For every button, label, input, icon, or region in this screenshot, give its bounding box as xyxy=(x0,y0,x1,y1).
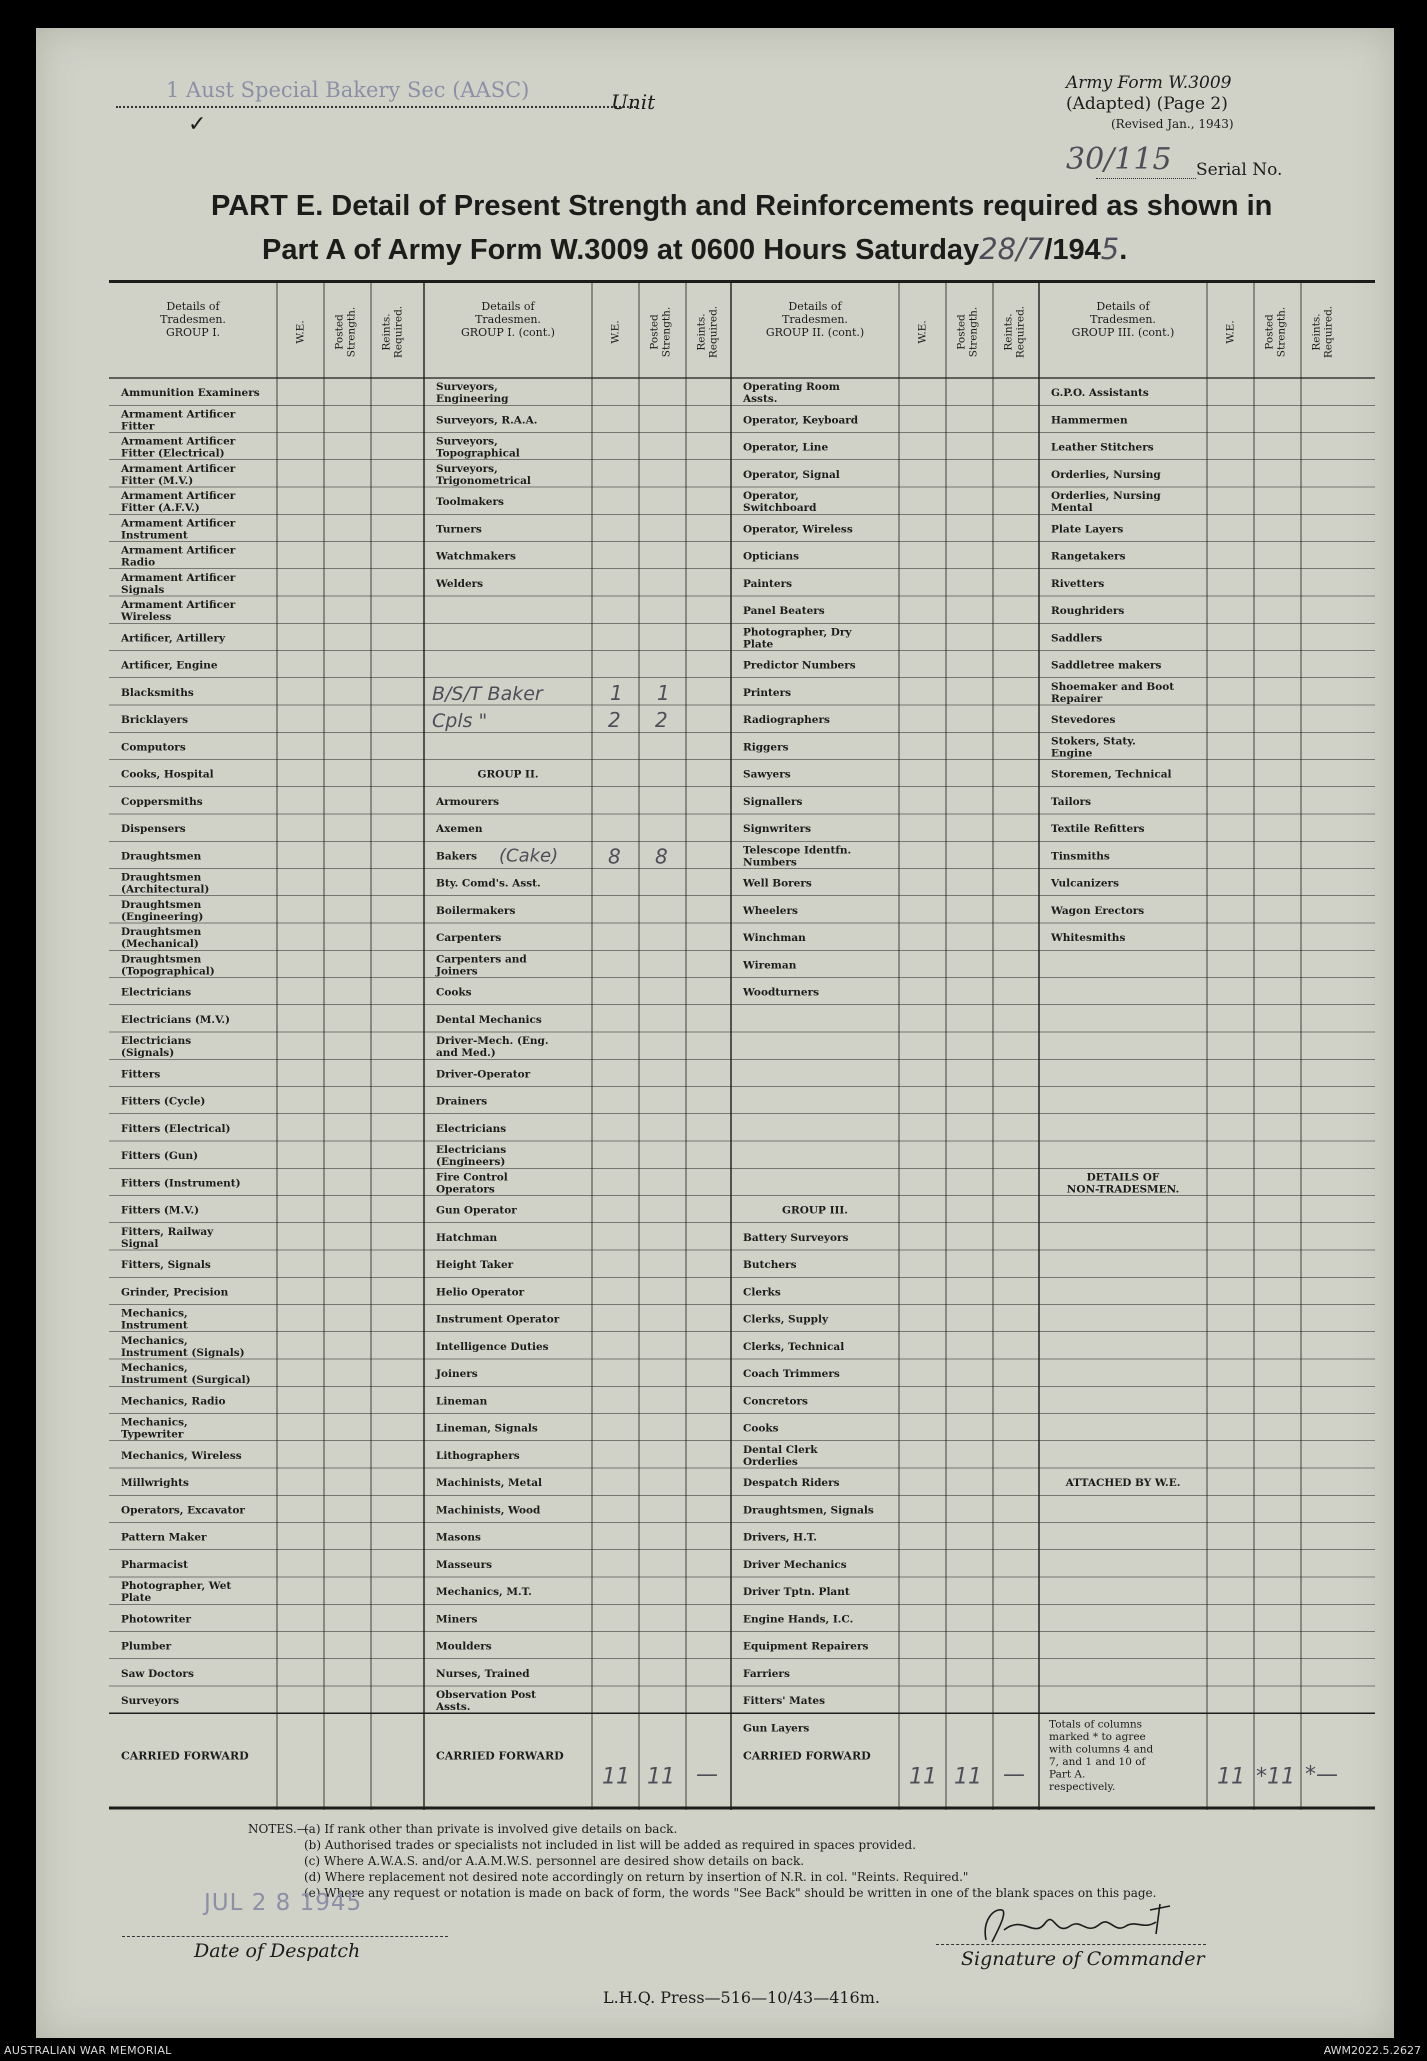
row-label: Sawyers xyxy=(743,768,791,781)
row-label: Mechanics, Instrument xyxy=(121,1307,188,1332)
row-label: Fitters, Railway Signal xyxy=(121,1225,214,1250)
strength-table xyxy=(109,280,1375,1810)
row-label: GROUP III. xyxy=(782,1204,848,1217)
serial-line xyxy=(1096,178,1196,179)
row-label: Machinists, Wood xyxy=(436,1504,541,1517)
row-label: GROUP II. xyxy=(477,768,539,781)
row-label: Surveyors, Engineering xyxy=(436,381,509,405)
row-label: Draughtsmen, Signals xyxy=(743,1504,874,1517)
row-label: Orderlies, Nursing Mental xyxy=(1051,490,1161,514)
serial-number-value: 30/115 xyxy=(1066,142,1172,177)
row-label: Bty. Comd's. Asst. xyxy=(436,877,541,890)
row-label: Whitesmiths xyxy=(1051,932,1126,944)
row-label: G.P.O. Assistants xyxy=(1051,387,1149,399)
row-label: Draughtsmen (Topographical) xyxy=(121,953,215,978)
column-header-posted-strength: PostedStrength. xyxy=(1263,306,1288,358)
row-label: Orderlies, Nursing xyxy=(1051,468,1161,481)
handwritten-row2-we: 2 xyxy=(608,708,621,732)
row-label: Driver Mechanics xyxy=(743,1558,847,1571)
form-name: Army Form W.3009 xyxy=(1066,73,1232,93)
row-label: Gun Layers xyxy=(743,1722,810,1735)
column-header-we: W.E. xyxy=(1224,320,1237,344)
handwritten-row2-ps: 2 xyxy=(655,708,668,732)
row-label: Helio Operator xyxy=(436,1286,525,1299)
carried-forward-label: CARRIED FORWARD xyxy=(121,1749,249,1763)
row-label: Photowriter xyxy=(121,1613,192,1626)
form-page xyxy=(36,28,1394,2038)
row-label: Armament Artificer Wireless xyxy=(121,599,236,623)
row-label: Predictor Numbers xyxy=(743,659,856,672)
carried-forward-label: CARRIED FORWARD xyxy=(436,1749,564,1763)
row-label: Despatch Riders xyxy=(743,1477,840,1489)
row-label: Winchman xyxy=(743,932,806,944)
row-label: Armourers xyxy=(436,795,500,808)
row-label: Wagon Erectors xyxy=(1051,904,1145,917)
row-label: ATTACHED BY W.E. xyxy=(1065,1477,1181,1489)
row-label: Operator, Switchboard xyxy=(743,490,817,514)
row-label: Operating Room Assts. xyxy=(743,381,840,405)
row-label: Joiners xyxy=(436,1368,478,1380)
row-label: Computors xyxy=(121,741,186,754)
carried-forward-col2-we: 11 xyxy=(602,1764,630,1790)
row-label: Operator, Keyboard xyxy=(743,414,859,427)
row-label: Armament Artificer Fitter xyxy=(121,408,236,433)
row-label: Masons xyxy=(436,1531,481,1544)
row-label: Mechanics, M.T. xyxy=(436,1586,532,1598)
row-label: Textile Refitters xyxy=(1051,823,1145,835)
title-year-hand: 5 xyxy=(1100,232,1120,266)
unit-label: Unit xyxy=(611,90,656,114)
row-label: Operator, Wireless xyxy=(743,523,853,536)
row-label: Armament Artificer Fitter (A.F.V.) xyxy=(121,490,236,514)
row-label: Farriers xyxy=(743,1667,790,1680)
row-label: Grinder, Precision xyxy=(121,1286,229,1299)
row-label: Fitters (M.V.) xyxy=(121,1204,200,1217)
handwritten-bakers-ps: 8 xyxy=(655,844,668,869)
row-label: Electricians (M.V.) xyxy=(121,1013,231,1026)
carried-forward-col3-ps: 11 xyxy=(954,1764,982,1790)
row-label: Artificer, Artillery xyxy=(121,632,226,645)
row-label: Mechanics, Instrument (Surgical) xyxy=(121,1362,251,1386)
row-label: Toolmakers xyxy=(436,496,504,508)
archive-id: AWM2022.5.2627 xyxy=(1323,2044,1421,2057)
row-label: Woodturners xyxy=(743,986,820,999)
row-label: Watchmakers xyxy=(436,550,516,563)
row-label: Axemen xyxy=(436,823,483,835)
row-label: Driver-Mech. (Eng. and Med.) xyxy=(436,1035,549,1059)
row-label: Well Borers xyxy=(743,877,812,890)
column-header-details: Details of Tradesmen. GROUP II. (cont.) xyxy=(765,300,865,339)
row-label: Dental Mechanics xyxy=(436,1013,542,1026)
column-header-posted-strength: PostedStrength. xyxy=(955,306,980,358)
row-label: Radiographers xyxy=(743,714,830,726)
row-label: Fire Control Operators xyxy=(436,1171,508,1196)
row-label: Photographer, Dry Plate xyxy=(743,626,852,651)
row-label: Lineman, Signals xyxy=(436,1422,538,1435)
handwritten-row2-label: Cpls " xyxy=(432,710,488,732)
row-label: Armament Artificer Fitter (Electrical) xyxy=(121,435,236,460)
title-line-1: PART E. Detail of Present Strength and Reinforcements required as shown in xyxy=(211,190,1273,222)
row-label: Leather Stitchers xyxy=(1051,441,1154,454)
row-label: Surveyors xyxy=(121,1695,180,1707)
carried-forward-col4-we: 11 xyxy=(1217,1764,1245,1790)
column-header-reints-required: Reints.Required. xyxy=(1002,305,1027,359)
row-label: Dental Clerk Orderlies xyxy=(743,1443,818,1468)
title-year: /194 xyxy=(1044,234,1101,266)
row-label: Ammunition Examiners xyxy=(121,387,260,399)
row-label: Armament Artificer Fitter (M.V.) xyxy=(121,462,236,487)
row-label: Stevedores xyxy=(1051,714,1116,726)
carried-forward-col2-rr: — xyxy=(696,1762,718,1788)
row-label: Rivetters xyxy=(1051,577,1105,590)
note-d: (d) Where replacement not desired note accordingly on return by insertion of N.R. in col. "Reints. Required." xyxy=(304,1870,969,1884)
row-label: Draughtsmen (Engineering) xyxy=(121,898,204,923)
row-label: Welders xyxy=(436,577,484,590)
row-label: Clerks, Supply xyxy=(743,1313,829,1326)
handwritten-bakers-note: (Cake) xyxy=(499,845,559,867)
row-label: Coach Trimmers xyxy=(743,1368,840,1380)
row-label: Operator, Line xyxy=(743,441,829,454)
row-label: Photographer, Wet Plate xyxy=(121,1580,232,1604)
row-label: Electricians xyxy=(121,986,192,999)
column-header-we: W.E. xyxy=(609,320,622,344)
signature-line xyxy=(936,1944,1206,1945)
column-header-posted-strength: PostedStrength. xyxy=(333,306,358,358)
notes-heading: NOTES.— xyxy=(248,1822,309,1836)
row-label: Telescope Identfn. Numbers xyxy=(743,844,852,869)
row-label: Wheelers xyxy=(743,904,798,917)
row-label: Roughriders xyxy=(1051,605,1125,617)
row-label: Surveyors, R.A.A. xyxy=(436,414,538,427)
row-label: Signallers xyxy=(743,795,803,808)
note-b: (b) Authorised trades or specialists not included in list will be added as required in spaces provided. xyxy=(304,1838,917,1852)
row-label: Saw Doctors xyxy=(121,1667,194,1680)
handwritten-row1-ps: 1 xyxy=(657,680,670,705)
row-label: Lithographers xyxy=(436,1449,520,1462)
row-label: Fitters' Mates xyxy=(743,1695,826,1707)
row-label: Surveyors, Trigonometrical xyxy=(436,462,531,487)
row-label: Electricians (Signals) xyxy=(121,1035,192,1059)
row-label: Observation Post Assts. xyxy=(436,1689,537,1713)
row-label: Clerks xyxy=(743,1286,781,1299)
row-label: Fitters (Gun) xyxy=(121,1150,199,1162)
carried-forward-label: CARRIED FORWARD xyxy=(743,1749,871,1763)
row-label: Height Taker xyxy=(436,1259,514,1271)
row-label: Hammermen xyxy=(1051,414,1128,427)
row-label: Tinsmiths xyxy=(1051,850,1110,863)
row-label: Armament Artificer Instrument xyxy=(121,517,236,542)
column-header-we: W.E. xyxy=(916,320,929,344)
row-label: Armament Artificer Radio xyxy=(121,544,236,569)
row-label: Moulders xyxy=(436,1640,492,1653)
row-label: Mechanics, Typewriter xyxy=(121,1416,188,1441)
row-label: Printers xyxy=(743,686,792,699)
row-label: Surveyors, Topographical xyxy=(436,435,520,460)
row-label: Fitters (Electrical) xyxy=(121,1122,231,1135)
row-label: Rangetakers xyxy=(1051,550,1126,563)
row-label: Fitters (Cycle) xyxy=(121,1095,206,1108)
row-label: Carpenters and Joiners xyxy=(436,953,527,978)
row-label: Driver Tptn. Plant xyxy=(743,1586,850,1598)
row-label: Fitters (Instrument) xyxy=(121,1177,241,1190)
row-label: Blacksmiths xyxy=(121,686,194,699)
row-label: Artificer, Engine xyxy=(121,659,218,672)
row-label: Opticians xyxy=(743,550,800,563)
row-label: Operators, Excavator xyxy=(121,1504,245,1517)
despatch-date-stamp: JUL 2 8 1945 xyxy=(204,1890,363,1916)
title-line-2 xyxy=(262,232,1127,267)
column-header-reints-required: Reints.Required. xyxy=(1310,305,1335,359)
row-label: Bricklayers xyxy=(121,714,189,726)
row-label: Engine Hands, I.C. xyxy=(743,1613,854,1626)
row-label: DETAILS OF NON-TRADESMEN. xyxy=(1066,1171,1180,1196)
row-label: Draughtsmen (Architectural) xyxy=(121,871,210,896)
carried-forward-col3-we: 11 xyxy=(909,1764,937,1790)
note-c: (c) Where A.W.A.S. and/or A.A.M.W.S. personnel are desired show details on back. xyxy=(304,1854,805,1868)
row-label: Shoemaker and Boot Repairer xyxy=(1051,680,1175,705)
column-header-reints-required: Reints.Required. xyxy=(380,305,405,359)
row-label: Plumber xyxy=(121,1640,172,1653)
row-label: Clerks, Technical xyxy=(743,1340,845,1353)
title-line-2-text: Part A of Army Form W.3009 at 0600 Hours Saturday xyxy=(262,234,980,266)
row-label: Electricians xyxy=(436,1122,507,1135)
row-label: Equipment Repairers xyxy=(743,1640,869,1653)
row-label: Driver-Operator xyxy=(436,1068,531,1081)
row-label: Mechanics, Wireless xyxy=(121,1449,242,1462)
form-revised: (Revised Jan., 1943) xyxy=(1111,117,1234,131)
signature-label: Signature of Commander xyxy=(961,1948,1205,1970)
row-label: Dispensers xyxy=(121,823,186,835)
handwritten-row1-label: B/S/T Baker xyxy=(432,682,543,705)
title-date-hand: 28/7 xyxy=(979,232,1045,266)
column-header-posted-strength: PostedStrength. xyxy=(648,306,673,358)
row-label: Saddletree makers xyxy=(1051,659,1162,672)
row-label: Instrument Operator xyxy=(436,1313,560,1326)
row-label: Fitters, Signals xyxy=(121,1259,211,1271)
row-label: Lineman xyxy=(436,1395,488,1408)
row-label: Cooks xyxy=(436,986,472,999)
row-label: Saddlers xyxy=(1051,632,1103,645)
row-label: Bakers xyxy=(436,850,478,863)
row-label: Signwriters xyxy=(743,823,812,835)
column-header-we: W.E. xyxy=(294,320,307,344)
row-label: Miners xyxy=(436,1613,478,1626)
column-header-details: Details of Tradesmen. GROUP III. (cont.) xyxy=(1071,300,1175,339)
note-a: (a) If rank other than private is involved give details on back. xyxy=(304,1822,678,1836)
row-label: Concretors xyxy=(743,1395,808,1408)
commander-signature xyxy=(974,1900,1214,1948)
row-label: Pattern Maker xyxy=(121,1531,207,1544)
row-label: Plate Layers xyxy=(1051,523,1124,536)
row-label: Carpenters xyxy=(436,932,502,944)
row-label: Mechanics, Radio xyxy=(121,1395,226,1408)
row-label: Intelligence Duties xyxy=(436,1340,549,1353)
row-label: Tailors xyxy=(1051,795,1092,808)
column-header-details: Details of Tradesmen. GROUP I. xyxy=(160,300,226,339)
row-label: Mechanics, Instrument (Signals) xyxy=(121,1334,245,1359)
row-label: Gun Operator xyxy=(436,1204,517,1217)
form-adapted: (Adapted) (Page 2) xyxy=(1066,94,1228,114)
row-label: Painters xyxy=(743,577,793,590)
row-label: Stokers, Staty. Engine xyxy=(1051,735,1136,760)
row-label: Battery Surveyors xyxy=(743,1231,849,1244)
row-label: Butchers xyxy=(743,1259,797,1271)
row-label: Drivers, H.T. xyxy=(743,1531,817,1544)
row-label: Panel Beaters xyxy=(743,605,825,617)
row-label: Fitters xyxy=(121,1068,161,1081)
row-label: Turners xyxy=(436,523,482,536)
tick-mark: ✓ xyxy=(188,112,207,137)
unit-stamp: 1 Aust Special Bakery Sec (AASC) xyxy=(166,78,530,102)
carried-forward-col3-rr: — xyxy=(1003,1762,1025,1788)
despatch-label: Date of Despatch xyxy=(194,1940,361,1962)
title-period: . xyxy=(1119,234,1128,266)
unit-line xyxy=(116,106,636,108)
row-label: Electricians (Engineers) xyxy=(436,1144,507,1168)
row-label: Draughtsmen xyxy=(121,850,202,863)
handwritten-bakers-we: 8 xyxy=(608,844,621,869)
row-label: Cooks xyxy=(743,1422,779,1435)
row-label: Draughtsmen (Mechanical) xyxy=(121,926,202,950)
serial-label: Serial No. xyxy=(1196,160,1283,180)
row-label: Cooks, Hospital xyxy=(121,768,214,781)
row-label: Hatchman xyxy=(436,1231,498,1244)
carried-forward-col4-ps: *11 xyxy=(1256,1764,1295,1790)
column-header-details: Details of Tradesmen. GROUP I. (cont.) xyxy=(461,300,555,339)
totals-note: Totals of columns marked * to agree with columns 4 and 7, and 1 and 10 of Part A. respectively. xyxy=(1049,1718,1154,1793)
row-label: Armament Artificer Signals xyxy=(121,571,236,596)
carried-forward-col2-ps: 11 xyxy=(647,1764,675,1790)
handwritten-row1-we: 1 xyxy=(610,680,623,705)
row-label: Riggers xyxy=(743,741,789,754)
row-label: Drainers xyxy=(436,1095,488,1108)
row-label: Pharmacist xyxy=(121,1558,188,1571)
row-label: Coppersmiths xyxy=(121,795,203,808)
note-e: (e) Where any request or notation is made on back of form, the words "See Back" should be written in one of the blank spaces on this page. xyxy=(304,1886,1157,1900)
archive-caption: AUSTRALIAN WAR MEMORIAL xyxy=(4,2044,172,2057)
row-label: Machinists, Metal xyxy=(436,1477,542,1489)
carried-forward-col4-rr: *— xyxy=(1305,1762,1338,1788)
row-label: Vulcanizers xyxy=(1051,877,1120,890)
row-label: Boilermakers xyxy=(436,904,516,917)
row-label: Storemen, Technical xyxy=(1051,768,1172,781)
row-label: Nurses, Trained xyxy=(436,1667,530,1680)
row-label: Masseurs xyxy=(436,1558,493,1571)
column-header-reints-required: Reints.Required. xyxy=(695,305,720,359)
row-label: Millwrights xyxy=(121,1477,189,1489)
row-label: Wireman xyxy=(743,959,797,972)
row-label: Operator, Signal xyxy=(743,468,840,481)
press-imprint: L.H.Q. Press—516—10/43—416m. xyxy=(603,1988,880,2007)
despatch-line xyxy=(122,1936,448,1937)
